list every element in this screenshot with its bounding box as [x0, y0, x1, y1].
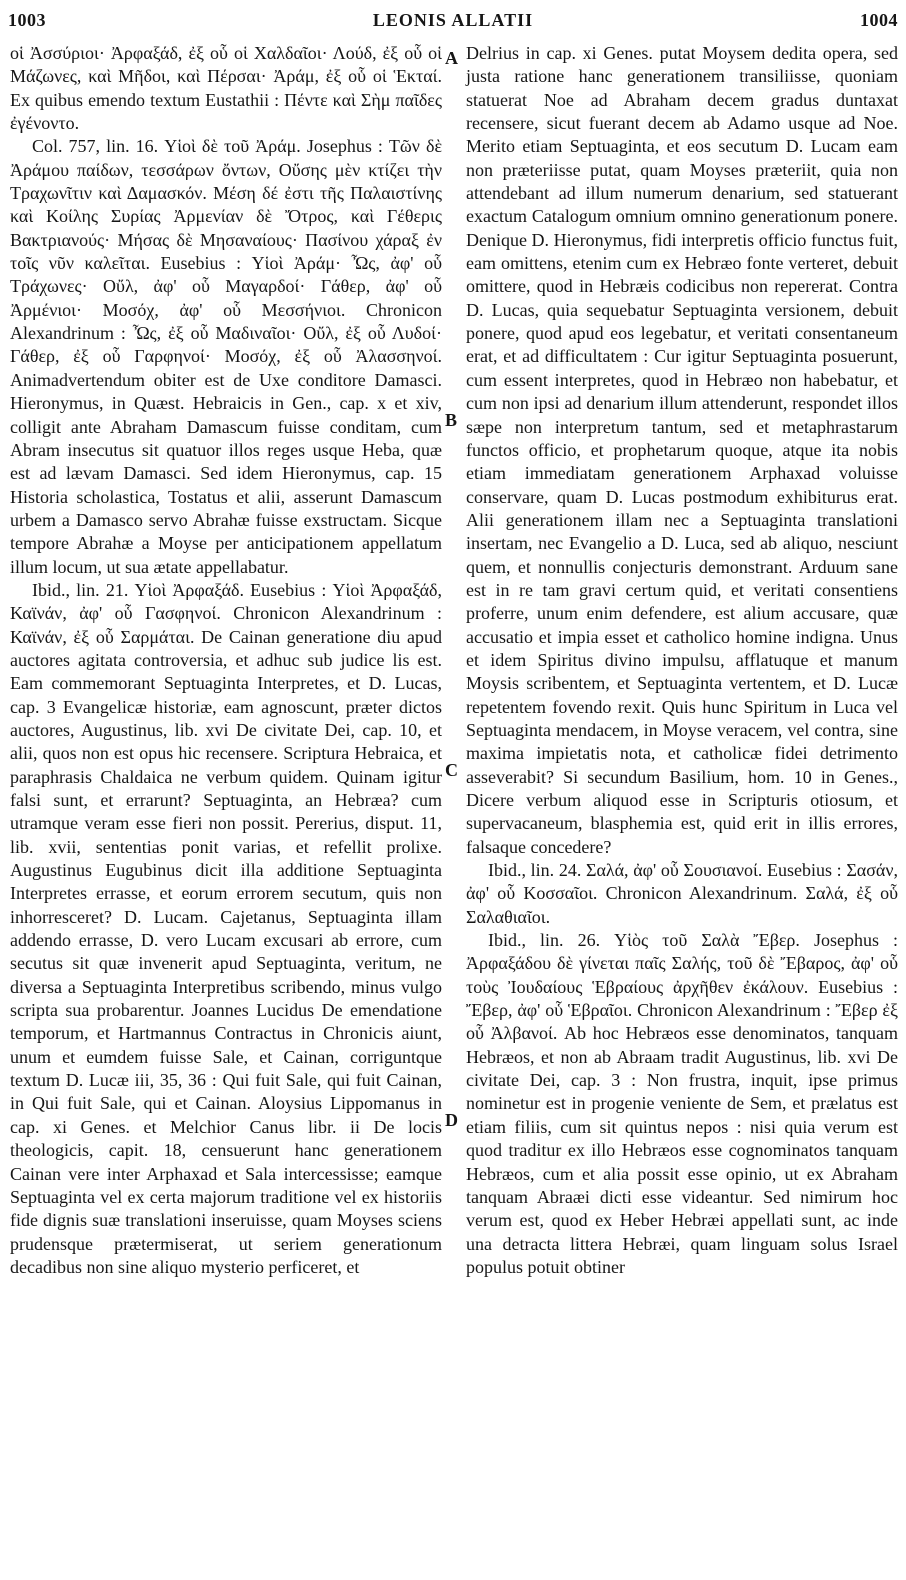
left-page-number: 1003	[8, 10, 46, 30]
left-paragraph-1: οἱ Ἀσσύριοι· Ἀρφαξάδ, ἐξ οὗ οἱ Χαλδαῖοι· Λούδ, ἐξ οὗ οἱ Μάζωνες, καὶ Μῆδοι, καὶ Πέρσαι· Ἀράμ, ἐξ οὗ οἱ Ἑκταί. Ex quibus emendo textum Eustathii : Πέντε καὶ Σὴμ παῖδες ἐγένοντο.	[10, 43, 442, 134]
right-page-number: 1004	[860, 10, 898, 30]
right-text-column	[466, 42, 898, 1279]
margin-letter-d: D	[445, 1110, 458, 1130]
margin-letter-b: B	[445, 410, 458, 430]
margin-letter-c: C	[445, 760, 458, 780]
page-header	[8, 10, 898, 34]
left-text-column	[10, 42, 442, 1279]
right-paragraph-3: Ibid., lin. 26. Υἱὸς τοῦ Σαλὰ Ἔβερ. Josephus : Ἀρφαξάδου δὲ γίνεται παῖς Σαλής, τοῦ δὲ Ἔβαρος, ἀφ' οὗ τοὺς Ἰουδαίους Ἑβραίους ἀρχῆθεν ἐκάλουν. Eusebius : Ἔβερ, ἀφ' οὗ Ἑβραῖοι. Chronicon Alexandrinum : Ἔβερ ἐξ οὗ Ἀλβανοί. Ab hoc Hebræos esse denominatos, tanquam Hebræos, et non ab Abraam tradit Augustinus, lib. xvi De civitate Dei, cap. 3 : Non frustra, inquit, ipse primus nominetur est in progenie veniente de Sem, et prælatus est etiam filiis, cum sit quintus nepos : nisi quia verum est quod traditur ex illo Hebræos esse cognominatos tanquam Hebræos, cum et alia possit esse opinio, ut ex Abraham tanquam Abraæi dicti esse videantur. Sed nimirum hoc verum est, quod ex Heber Hebræi appellati sunt, ac inde una detracta littera Hebræi, quam linguam solus Israel populus potuit obtiner	[466, 930, 898, 1277]
left-paragraph-2: Col. 757, lin. 16. Υἱοὶ δὲ τοῦ Ἀράμ. Josephus : Τῶν δὲ Ἀράμου παίδων, τεσσάρων ὄντων, Οὔσης μὲν κτίζει τὴν Τραχωνῖτιν καὶ Δαμασκόν. Μέση δέ ἐστι τῆς Παλαιστίνης καὶ Κοίλης Συρίας Ἀρμενίαν δὲ Ὄτρος, καὶ Γέθερις Βακτριανούς· Μήσας δὲ Μησαναίους· Πασίνου χάραξ ἐν τοῖς νῦν καλεῖται. Eusebius : Υἱοὶ Ἀράμ· Ὦς, ἀφ' οὗ Τράχωνες· Οὔλ, ἀφ' οὗ Μαγαρδοί· Γάθερ, ἀφ' οὗ Ἀρμένιοι· Μοσόχ, ἀφ' οὗ Μεσσήνιοι. Chronicon Alexandrinum : Ὦς, ἐξ οὗ Μαδιναῖοι· Οὔλ, ἐξ οὗ Λυδοί· Γάθερ, ἐξ οὗ Γαρφηνοί· Μοσόχ, ἐξ οὗ Ἀλασσηνοί. Animadvertendum obiter est de Uxe conditore Damasci. Hieronymus, in Quæst. Hebraicis in Gen., cap. x et xiv, colligit ante Abraham Damascum fuisse conditam, cum Abram insecutus sit quatuor illos reges usque Heba, quæ est ad lævam Damasci. Sed idem Hieronymus, cap. 15 Historia scholastica, Tostatus et alii, asserunt Damascum urbem a Damasco servo Abrahæ fuisse exstructam. Sicque tempore Abrahæ a Moyse per anticipationem appellatum illum locum, ut sua ætate appellabatur.	[10, 136, 442, 577]
right-paragraph-1: Delrius in cap. xi Genes. putat Moysem dedita opera, sed justa ratione hanc generationem transiliisse, quoniam statuerat Noe ad Abraham decem gradus duntaxat recensere, sicut fuerant decem ab Adamo usque ad Noe. Merito etiam Septuaginta, et eos secutum D. Lucam eam non præteriisse putat, quam Moyses præteriit, quia non attendebant ad illum numerum denarium, sed statuerant exactum Catalogum omnium omnino generationum ponere. Denique D. Hieronymus, fidi interpretis officio functus fuit, eam omittens, etenim cum ex Hebræo fonte verteret, debuit omittere, quod in Hebræis codicibus non repererat. Contra D. Lucas, quia sequebatur Septuaginta versionem, debuit ponere, quod apud eos legebatur, et veritati consentaneum erat, et ad difficultatem : Cur igitur Septuaginta posuerunt, cum essent interpretes, quod in Hebræo non habebatur, et cum non ipsi ad denarium illum attenderunt, respondet illos sæpe non interpretum tantum, sed et metaphrastarum functos officio, et prophetarum quoque, atque ita nobis etiam immediatam generationem Arphaxad voluisse conservare, quam D. Lucas postmodum exhibiturus erat. Alii generationem illam nec a Septuaginta translationi insertam, nec Evangelio a D. Luca, sed ab aliquo, nesciunt quem, et nonnullis conjecturis demonstrant. Arduum sane est in re tam gravi certum quid, et veritati consentiens proferre, unum enim defendere, est alium accusare, quæ accusatio et impia esset et catholico homine indigna. Unus et idem Spiritus divino impulsu, afflatuque et manum Moysis scribentem, et Septuaginta vertentem, et D. Lucæ repetentem fovendo rexit. Quis hunc Spiritum in Luca vel Septuaginta mendacem, in Moyse veracem, vel contra, sine maxima impietatis nota, et catholicæ fidei detrimento asseverabit? Si secundum Basilium, hom. 10 in Genes., Dicere verbum aliquod esse in Scripturis otiosum, et supervacaneum, blasphemia est, quid erit in illis errores, falsaque concedere?	[466, 43, 898, 857]
right-paragraph-2: Ibid., lin. 24. Σαλά, ἀφ' οὗ Σουσιανοί. Eusebius : Σασάν, ἀφ' οὗ Κοσσαῖοι. Chronicon Alexandrinum. Σαλά, ἐξ οὗ Σαλαθιαῖοι.	[466, 860, 898, 927]
running-title: LEONIS ALLATII	[372, 10, 534, 30]
left-paragraph-3: Ibid., lin. 21. Υἱοὶ Ἀρφαξάδ. Eusebius : Υἱοὶ Ἀρφαξάδ, Καϊνάν, ἀφ' οὗ Γασφηνοί. Chronicon Alexandrinum : Καϊνάν, ἐξ οὗ Σαρμάται. De Cainan generatione diu apud auctores agitata controversia, et adhuc sub judice lis est. Eam commemorant Septuaginta Interpretes, et D. Lucas, cap. 3 Evangelicæ historiæ, eam agnoscunt, præter dictos auctores, Augustinus, lib. xvi De civitate Dei, cap. 10, et alii, quos non est opus hic recensere. Scriptura Hebraica, et paraphrasis Chaldaica ne verbum quidem. Quinam igitur falsi sunt, et errarunt? Septuaginta, an Hebræa? cum utramque veram esse fieri non possit. Pererius, disput. 11, lib. xvii, sententias ponit varias, et refellit prolixe. Augustinus Eugubinus dicit illa additione Septuaginta Interpretes errasse, et eorum errorem secutum, quis non inhorresceret? D. Lucam. Cajetanus, Septuaginta illam addendo errasse, D. vero Lucam excusari ab errore, cum secutus sit quæ invenerit apud Septuaginta, veritum, ne diversa a Septuaginta Interpretibus scribendo, minus vulgo scripta sua probarentur. Joannes Lucidus De emendatione temporum, et Hartmannus Contractus in Chronicis aiunt, unum et eumdem fuisse Sale, et Cainan, corriguntque textum D. Lucæ iii, 35, 36 : Qui fuit Sale, qui fuit Cainan, in Qui fuit Sale, qui et Cainan. Aloysius Lippomanus in cap. xi Genes. et Melchior Canus libr. ii De locis theologicis, capit. 18, censuerunt hanc generationem Cainan vere inter Arphaxad et Sala intercessisse; eamque Septuaginta vel ex certa majorum traditione vel ex historiis fide dignis suæ translationi inseruisse, quam Moyses sciens prudensque prætermiserat, ut seriem generationum decadibus non sine aliquo mysterio perficeret, et	[10, 579, 442, 1277]
margin-letter-a: A	[445, 48, 458, 68]
